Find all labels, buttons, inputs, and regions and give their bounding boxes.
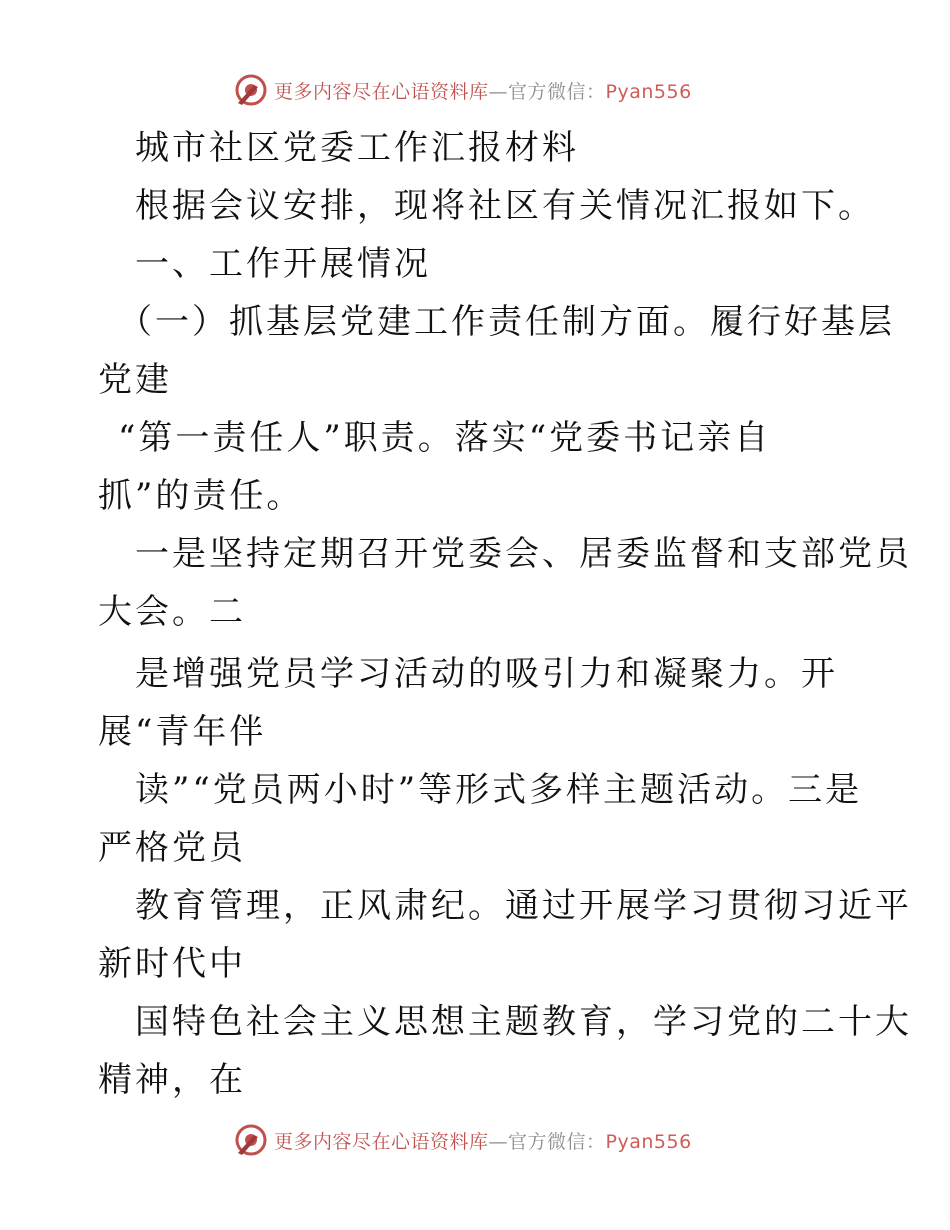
banner-wechat-id: Pyan556 [605,1130,692,1153]
banner-dash: — [488,80,509,103]
header-watermark-banner [234,72,692,108]
banner-official-label: 官方微信： [508,1130,606,1153]
doc-line: （一）抓基层党建工作责任制方面。履行好基层 [118,302,895,342]
footer-watermark-banner [234,1122,692,1158]
doc-line: 教育管理，正风肃纪。通过开展学习贯彻习近平 [135,886,912,926]
doc-line: 大会。二 [98,592,246,632]
doc-line: 新时代中 [98,944,246,984]
doc-line: 严格党员 [98,828,246,868]
doc-line: 国特色社会主义思想主题教育，学习党的二十大 [135,1002,912,1042]
doc-line: 一是坚持定期召开党委会、居委监督和支部党员 [135,534,912,574]
banner-official-label: 官方微信： [508,80,606,103]
banner-main-text: 更多内容尽在心语资料库 [274,80,489,103]
doc-title: 城市社区党委工作汇报材料 [135,128,579,168]
doc-line: 读”“党员两小时”等形式多样主题活动。三是 [135,770,863,810]
doc-line: “第一责任人”职责。落实“党委书记亲自 [118,418,772,458]
doc-line: 抓”的责任。 [98,476,304,516]
section-heading: 一、工作开展情况 [135,244,431,284]
doc-line: 展“青年伴 [98,712,267,752]
pen-circle-logo-icon [234,73,268,107]
banner-dash: — [488,1130,509,1153]
doc-line: 精神，在 [98,1060,246,1100]
pen-circle-logo-icon [234,1123,268,1157]
banner-main-text: 更多内容尽在心语资料库 [274,1130,489,1153]
banner-wechat-id: Pyan556 [605,80,692,103]
doc-line: 党建 [98,360,172,400]
doc-line: 是增强党员学习活动的吸引力和凝聚力。开 [135,654,838,694]
doc-line: 根据会议安排，现将社区有关情况汇报如下。 [135,186,875,226]
